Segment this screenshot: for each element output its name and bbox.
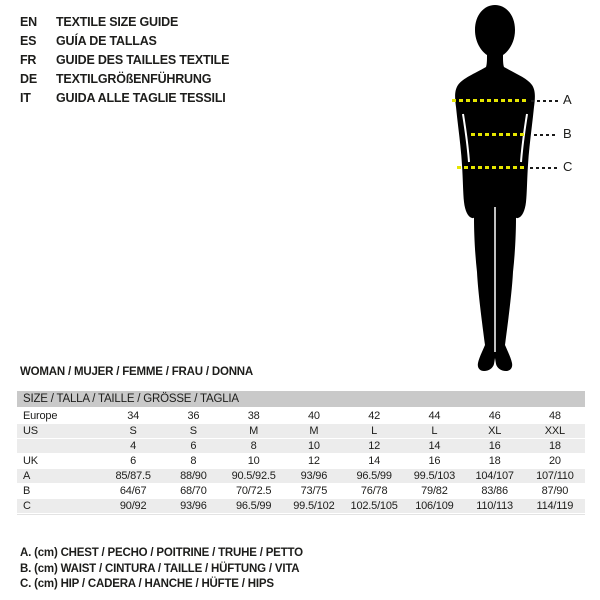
- language-row: [20, 51, 229, 70]
- measurement-legend: [20, 546, 303, 593]
- hip-measure-line: [457, 166, 527, 169]
- woman-silhouette-icon: [420, 0, 573, 375]
- table-cell: 40: [307, 410, 320, 422]
- table-cell: 96.5/99: [356, 470, 392, 482]
- table-cell: 93/96: [180, 500, 207, 512]
- table-cell: 83/86: [481, 485, 508, 497]
- table-cell: 110/113: [476, 500, 513, 512]
- table-cell: 36: [187, 410, 200, 422]
- table-cell: 6: [190, 440, 197, 452]
- table-row-waist: [17, 484, 585, 499]
- table-cell: 73/75: [300, 485, 328, 497]
- language-row: [20, 32, 229, 51]
- table-cell: M: [309, 425, 319, 437]
- language-label: GUÍA DE TALLAS: [56, 34, 157, 48]
- table-cell: 18: [488, 455, 501, 467]
- table-cell: 16: [428, 455, 441, 467]
- legend-hip: C. (cm) HIP / CADERA / HANCHE / HÜFTE / HIPS: [20, 578, 274, 590]
- chest-connector-line: [531, 100, 558, 102]
- table-row-europe: [17, 409, 585, 424]
- row-label: US: [23, 425, 38, 437]
- woman-heading: WOMAN / MUJER / FEMME / FRAU / DONNA: [20, 366, 254, 378]
- woman-figure: [420, 0, 580, 376]
- table-cell: 10: [307, 440, 320, 452]
- marker-label-a: A: [563, 92, 572, 107]
- table-cell: 93/96: [300, 470, 328, 482]
- language-row: [20, 89, 229, 108]
- language-code: EN: [20, 15, 37, 29]
- table-cell: 85/87.5: [115, 470, 151, 482]
- language-label: TEXTILGRÖßENFÜHRUNG: [56, 72, 212, 86]
- table-cell: 38: [247, 410, 260, 422]
- table-cell: 8: [250, 440, 257, 452]
- table-cell: 10: [247, 455, 260, 467]
- row-label: [17, 439, 103, 454]
- language-code: ES: [20, 34, 37, 48]
- table-cell: 4: [130, 440, 137, 452]
- marker-label-b: B: [563, 126, 572, 141]
- table-cell: 18: [548, 440, 561, 452]
- table-cell: 12: [307, 455, 320, 467]
- table-cell: 88/90: [180, 470, 207, 482]
- hip-connector-line: [530, 167, 558, 169]
- table-cell: 14: [368, 455, 381, 467]
- language-label: TEXTILE SIZE GUIDE: [56, 15, 179, 29]
- row-label: C: [23, 500, 31, 512]
- table-cell: 44: [428, 410, 441, 422]
- row-label: A: [23, 470, 31, 482]
- table-cell: L: [371, 425, 378, 437]
- table-cell: XXL: [544, 425, 565, 437]
- chest-measure-line: [452, 99, 526, 102]
- table-cell: 14: [428, 440, 441, 452]
- table-cell: 104/107: [475, 470, 514, 482]
- size-table-header: SIZE / TALLA / TAILLE / GRÖSSE / TAGLIA: [17, 391, 585, 407]
- table-cell: 20: [548, 455, 561, 467]
- language-label: GUIDE DES TAILLES TEXTILE: [56, 53, 230, 67]
- table-cell: 12: [368, 440, 381, 452]
- table-cell: 70/72.5: [235, 485, 272, 497]
- table-cell: 90.5/92.5: [231, 470, 276, 482]
- row-label: B: [23, 485, 31, 497]
- waist-connector-line: [534, 134, 558, 136]
- language-code: DE: [20, 72, 37, 86]
- table-cell: 114/119: [536, 500, 574, 512]
- table-row-us-letters: [17, 424, 585, 439]
- table-cell: 102.5/105: [350, 500, 398, 512]
- legend-waist: B. (cm) WAIST / CINTURA / TAILLE / HÜFTUNG / VITA: [20, 562, 300, 575]
- table-cell: 79/82: [421, 485, 448, 497]
- waist-measure-line: [471, 133, 526, 136]
- table-cell: S: [129, 425, 137, 437]
- table-cell: 107/110: [536, 470, 574, 482]
- table-cell: XL: [488, 425, 502, 437]
- table-row-hip: [17, 499, 585, 515]
- table-cell: 87/90: [541, 485, 569, 497]
- table-cell: 90/92: [119, 500, 147, 512]
- table-row-us-numbers: [17, 439, 585, 454]
- size-table: [17, 391, 585, 515]
- table-cell: 64/67: [119, 485, 147, 497]
- row-label: Europe: [23, 410, 58, 422]
- table-cell: 48: [548, 410, 561, 422]
- table-cell: 8: [190, 455, 197, 467]
- table-row-chest: [17, 469, 585, 484]
- table-cell: 76/78: [360, 485, 388, 497]
- table-cell: 99.5/102: [293, 500, 335, 512]
- language-row: [20, 13, 229, 32]
- language-row: [20, 70, 229, 89]
- legend-chest: A. (cm) CHEST / PECHO / POITRINE / TRUHE / PETTO: [20, 547, 303, 559]
- table-cell: 106/109: [415, 500, 454, 512]
- language-code: FR: [20, 53, 37, 67]
- table-row-uk: [17, 454, 585, 469]
- language-label: GUIDA ALLE TAGLIE TESSILI: [56, 91, 226, 105]
- table-cell: 99.5/103: [413, 470, 455, 482]
- table-cell: S: [189, 425, 197, 437]
- table-cell: 34: [127, 410, 140, 422]
- row-label: UK: [23, 455, 38, 467]
- language-code: IT: [20, 91, 31, 105]
- table-cell: 96.5/99: [235, 500, 272, 512]
- table-cell: 16: [488, 440, 501, 452]
- language-list: [20, 13, 229, 108]
- table-cell: 6: [130, 455, 137, 467]
- table-cell: 42: [368, 410, 381, 422]
- table-cell: 68/70: [180, 485, 207, 497]
- table-cell: M: [249, 425, 259, 437]
- marker-label-c: C: [563, 159, 573, 174]
- table-cell: 46: [488, 410, 501, 422]
- table-cell: L: [431, 425, 438, 437]
